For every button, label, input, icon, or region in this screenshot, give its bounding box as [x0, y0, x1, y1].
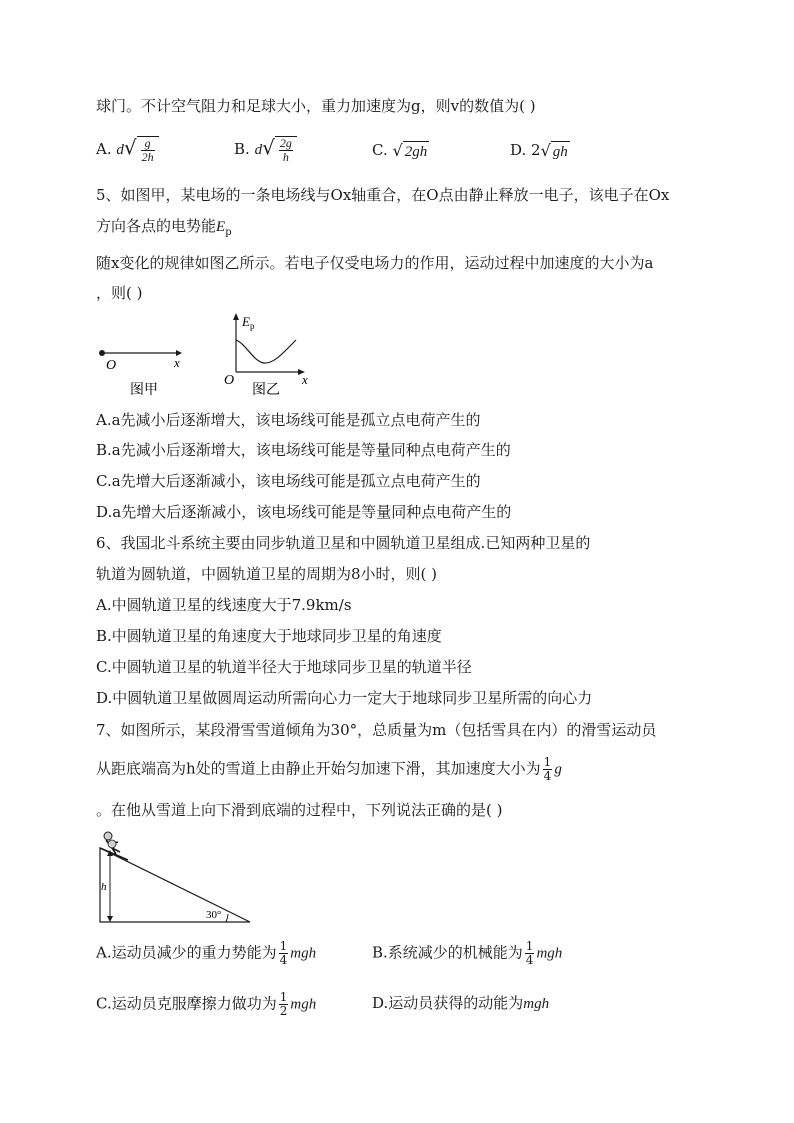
ep-symbol: E	[216, 219, 226, 235]
expr: mgh	[290, 996, 317, 1013]
fraction	[279, 940, 289, 967]
fraction	[525, 940, 535, 967]
q5-line2-text: 方向各点的电势能	[96, 217, 217, 235]
q5-option-b: B.a先减小后逐渐增大，该电场线可能是等量同种点电荷产生的	[96, 441, 511, 459]
q6-option-a: A.中圆轨道卫星的线速度大于7.9km/s	[96, 596, 352, 614]
ep-curve	[236, 340, 296, 363]
q5-option-a: A.a先减小后逐渐增大，该电场线可能是孤立点电荷产生的	[96, 411, 481, 429]
q7-line1: 7、如图所示，某段滑雪雪道倾角为30°，总质量为m（包括雪具在内）的滑雪运动员	[96, 721, 657, 739]
sqrt: √ $\frac{2g}{h}$	[262, 136, 297, 164]
q6-option-b: B.中圆轨道卫星的角速度大于地球同步卫星的角速度	[96, 627, 442, 645]
fig-b-yaxis-label: $E_p$	[242, 314, 255, 331]
accel-g: g	[554, 761, 562, 778]
q6-option-c: C.中圆轨道卫星的轨道半径大于地球同步卫星的轨道半径	[96, 658, 472, 676]
expr: mgh	[523, 996, 550, 1012]
q4-stem-tail: 球门。不计空气阻力和足球大小，重力加速度为g，则v的数值为( )	[96, 97, 536, 115]
frac-num: g	[141, 137, 155, 151]
frac-num: 1	[279, 990, 288, 1004]
q5-option-c: C.a先增大后逐渐减小，该电场线可能是孤立点电荷产生的	[96, 472, 481, 490]
q7-option-c	[96, 991, 316, 1018]
height-arrow-bottom-icon	[107, 916, 113, 922]
option-label: C.	[372, 141, 388, 159]
frac-num: 1	[525, 939, 534, 953]
fig-a-axis-label: x	[174, 355, 180, 370]
expr: mgh	[536, 945, 563, 962]
q5-line2	[96, 216, 232, 243]
q7-line3: 。在他从雪道上向下滑到底端的过程中，下列说法正确的是( )	[96, 801, 503, 819]
angle-arc	[226, 914, 228, 922]
q7-option-d	[372, 993, 549, 1014]
option-text: A.运动员减少的重力势能为	[96, 943, 277, 962]
fig-b-caption: 图乙	[252, 383, 280, 398]
fig-b-origin: O	[224, 373, 235, 388]
coef: 2	[531, 141, 541, 159]
option-label: A.	[96, 140, 112, 158]
option-label: D.	[510, 141, 527, 159]
slope-figure	[94, 830, 258, 926]
q6-line2: 轨道为圆轨道，中圆轨道卫星的周期为8小时，则( )	[96, 565, 438, 583]
fig-b-axis-label: x	[302, 372, 308, 387]
q7-option-a	[96, 940, 316, 967]
q5-line4: ，则( )	[96, 284, 143, 302]
radicand: gh	[551, 141, 570, 162]
frac-den: h	[282, 150, 289, 164]
slope-triangle	[100, 848, 250, 922]
ep-sub: p	[225, 227, 232, 238]
sqrt: √ gh	[540, 140, 568, 160]
figure-yi	[222, 310, 322, 402]
option-label: B.	[234, 140, 250, 158]
frac-num: 2g	[279, 136, 292, 150]
q4-option-c	[372, 140, 429, 162]
q4-option-d	[510, 140, 570, 162]
angle-label: 30°	[206, 909, 222, 921]
q5-line1: 5、如图甲，某电场的一条电场线与Ox轴重合，在O点由静止释放一电子，该电子在Ox	[96, 186, 670, 204]
fig-a-origin: O	[106, 358, 117, 373]
radicand: 2gh	[403, 141, 430, 162]
fraction	[279, 991, 289, 1018]
q7-line2	[96, 756, 562, 783]
origin-dot	[99, 350, 105, 356]
expr: mgh	[290, 945, 317, 962]
q7-option-b	[372, 940, 562, 967]
option-text: B.系统减少的机械能为	[372, 943, 523, 962]
sqrt: √ 2gh	[392, 140, 428, 160]
figure-jia	[96, 336, 196, 402]
frac-den: 2	[279, 1004, 288, 1018]
fig-a-caption: 图甲	[130, 383, 158, 398]
height-label: h	[101, 881, 107, 893]
option-text: C.运动员克服摩擦力做功为	[96, 994, 277, 1013]
frac-den: 2h	[141, 150, 154, 164]
frac-den: 4	[279, 953, 288, 967]
q5-option-d: D.a先增大后逐渐减小，该电场线可能是等量同种点电荷产生的	[96, 503, 512, 521]
frac-num: 1	[279, 939, 288, 953]
q5-line3: 随x变化的规律如图乙所示。若电子仅受电场力的作用，运动过程中加速度的大小为a	[96, 254, 654, 272]
skier-icon	[100, 832, 128, 860]
q7-line2-text: 从距底端高为h处的雪道上由静止开始匀加速下滑，其加速度大小为	[96, 759, 541, 778]
coef: d	[254, 142, 263, 158]
y-arrow-icon	[233, 313, 239, 320]
frac-num: 1	[543, 755, 552, 769]
frac-den: 4	[525, 953, 534, 967]
q6-line1: 6、我国北斗系统主要由同步轨道卫星和中圆轨道卫星组成.已知两种卫星的	[96, 534, 591, 552]
option-text: D.运动员获得的动能为	[372, 994, 524, 1012]
frac-den: 4	[543, 769, 552, 783]
accel-fraction	[543, 756, 553, 783]
coef: d	[116, 142, 124, 158]
q6-option-d: D.中圆轨道卫星做圆周运动所需向心力一定大于地球同步卫星所需的向心力	[96, 689, 593, 707]
q4-option-a	[96, 136, 159, 164]
q4-option-b	[234, 136, 297, 164]
sqrt: √ $\frac{g}{2h}$	[124, 136, 159, 164]
